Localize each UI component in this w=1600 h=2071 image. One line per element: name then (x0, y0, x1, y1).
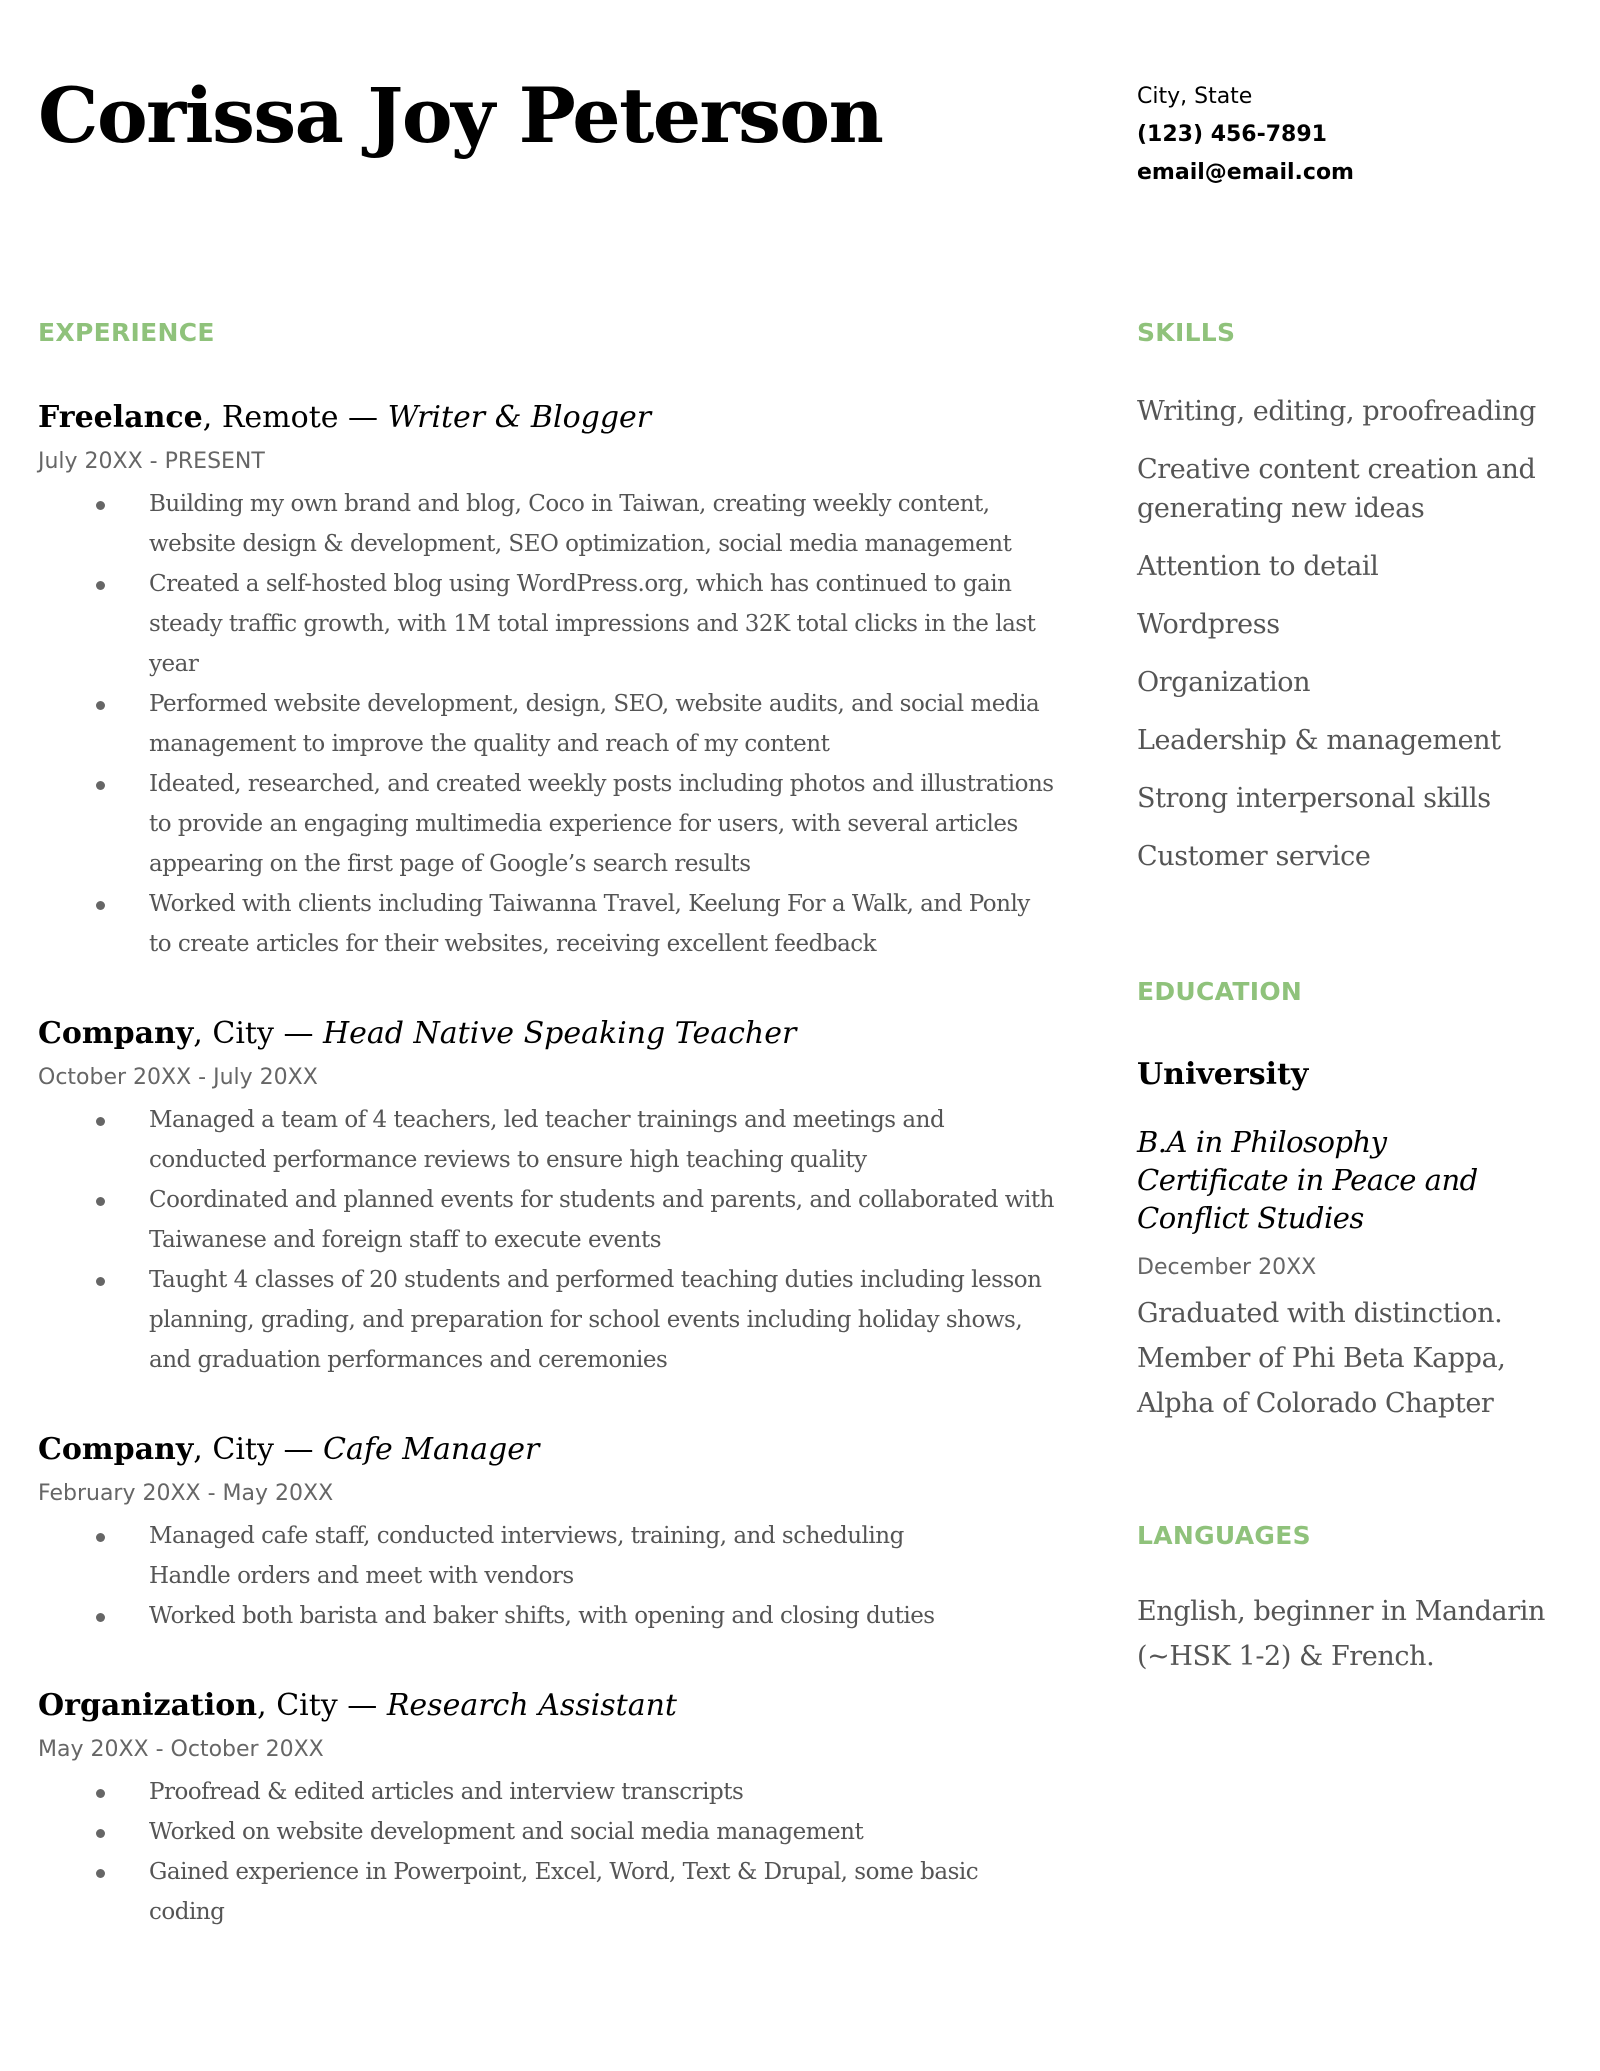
skill-item: Attention to detail (1137, 551, 1379, 582)
job-role: Writer & Blogger (387, 400, 652, 435)
bullet-item: Gained experience in Powerpoint, Excel, Word, Text & Drupal, some basic coding (38, 1852, 1058, 1932)
job-organization: Company (38, 1432, 194, 1467)
job-organization: Company (38, 1016, 194, 1051)
location: City, State (1137, 84, 1253, 109)
bullet-dot-icon (96, 1197, 105, 1206)
job-role: Head Native Speaking Teacher (323, 1016, 797, 1051)
languages-text: English, beginner in Mandarin (~HSK 1-2) & French. (1137, 1596, 1545, 1672)
bullet-dot-icon (96, 1277, 105, 1286)
experience-heading: EXPERIENCE (38, 318, 215, 347)
bullet-dot-icon (96, 581, 105, 590)
job-title (38, 1014, 1058, 1054)
bullet-item: Building my own brand and blog, Coco in Taiwan, creating weekly content, website design & development, SEO optimization, social media management (38, 484, 1058, 564)
bullet-dot-icon (96, 1869, 105, 1878)
skill-item: Customer service (1137, 841, 1371, 872)
education-note: Graduated with distinction. Member of Phi Beta Kappa, Alpha of Colorado Chapter (1137, 1298, 1506, 1419)
job-bullets (38, 484, 1058, 964)
bullet-dot-icon (96, 1829, 105, 1838)
contact-block (1137, 78, 1354, 192)
job-dates: February 20XX - May 20XX (38, 1481, 334, 1506)
job-entry (38, 1686, 1058, 1932)
job-dates: October 20XX - July 20XX (38, 1065, 318, 1090)
job-dates: July 20XX - PRESENT (38, 449, 265, 474)
candidate-name: Corissa Joy Peterson (38, 71, 883, 160)
job-location: , City — (193, 1016, 323, 1051)
bullet-item: Handle orders and meet with vendors (149, 1563, 574, 1589)
bullet-dot-icon (96, 901, 105, 910)
job-dates: May 20XX - October 20XX (38, 1737, 324, 1762)
job-location: , City — (193, 1432, 323, 1467)
job-title (38, 398, 1058, 438)
skills-heading: SKILLS (1137, 318, 1236, 347)
degrees (1137, 1123, 1577, 1237)
email-address: email@email.com (1137, 160, 1354, 185)
skills-list (1137, 392, 1577, 876)
bullet-item: Taught 4 classes of 20 students and performed teaching duties including lesson planning, grading, and preparation for school events including holiday shows, and graduation performances and ceremonies (38, 1260, 1058, 1380)
education-heading: EDUCATION (1137, 977, 1303, 1006)
bullet-item: Proofread & edited articles and interview transcripts (38, 1772, 1058, 1812)
job-entry (38, 1430, 1058, 1636)
job-title (38, 1686, 1058, 1726)
bullet-dot-icon (96, 501, 105, 510)
skill-item: Creative content creation and generating new ideas (1137, 454, 1536, 524)
school-name: University (1137, 1057, 1309, 1092)
experience-section (38, 316, 1058, 1932)
job-bullets (38, 1772, 1058, 1932)
job-bullets (38, 1100, 1058, 1380)
bullet-item: Ideated, researched, and created weekly posts including photos and illustrations to provide an engaging multimedia experience for users, with several articles appearing on the first page of Google’s search results (38, 764, 1058, 884)
phone-number: (123) 456-7891 (1137, 122, 1327, 147)
bullet-dot-icon (96, 701, 105, 710)
skill-item: Leadership & management (1137, 725, 1501, 756)
job-entry (38, 1014, 1058, 1380)
bullet-dot-icon (96, 1789, 105, 1798)
skill-item: Writing, editing, proofreading (1137, 396, 1536, 427)
bullet-item: Created a self-hosted blog using WordPress.org, which has continued to gain steady traffic growth, with 1M total impressions and 32K total clicks in the last year (38, 564, 1058, 684)
job-location: , Remote — (202, 400, 388, 435)
job-organization: Organization (38, 1688, 258, 1723)
skill-item: Wordpress (1137, 609, 1280, 640)
skill-item: Organization (1137, 667, 1311, 698)
bullet-item: Managed a team of 4 teachers, led teacher trainings and meetings and conducted performance reviews to ensure high teaching quality (38, 1100, 1058, 1180)
bullet-dot-icon (96, 1117, 105, 1126)
bullet-dot-icon (96, 1533, 105, 1542)
skill-item: Strong interpersonal skills (1137, 783, 1491, 814)
bullet-item: Worked on website development and social media management (38, 1812, 1058, 1852)
bullet-item: Worked with clients including Taiwanna Travel, Keelung For a Walk, and Ponly to create articles for their websites, receiving excellent feedback (38, 884, 1058, 964)
job-organization: Freelance (38, 400, 203, 435)
graduation-date: December 20XX (1137, 1255, 1317, 1280)
bullet-dot-icon (96, 1613, 105, 1622)
job-entry (38, 398, 1058, 964)
degree-item: B.A in Philosophy (1137, 1125, 1387, 1159)
job-role: Cafe Manager (323, 1432, 540, 1467)
bullet-item: Managed cafe staff, conducted interviews, training, and scheduling (38, 1516, 1058, 1556)
degree-item: Certificate in Peace and Conflict Studies (1137, 1163, 1478, 1235)
bullet-item: Performed website development, design, SEO, website audits, and social media management to improve the quality and reach of my content (38, 684, 1058, 764)
bullet-item: Coordinated and planned events for students and parents, and collaborated with Taiwanese and foreign staff to execute events (38, 1180, 1058, 1260)
job-location: , City — (257, 1688, 387, 1723)
bullet-item: Worked both barista and baker shifts, with opening and closing duties (38, 1596, 1058, 1636)
job-title (38, 1430, 1058, 1470)
sidebar (1137, 316, 1577, 1679)
bullet-dot-icon (96, 781, 105, 790)
languages-heading: LANGUAGES (1137, 1521, 1311, 1550)
job-role: Research Assistant (386, 1688, 677, 1723)
job-bullets (38, 1516, 1058, 1636)
